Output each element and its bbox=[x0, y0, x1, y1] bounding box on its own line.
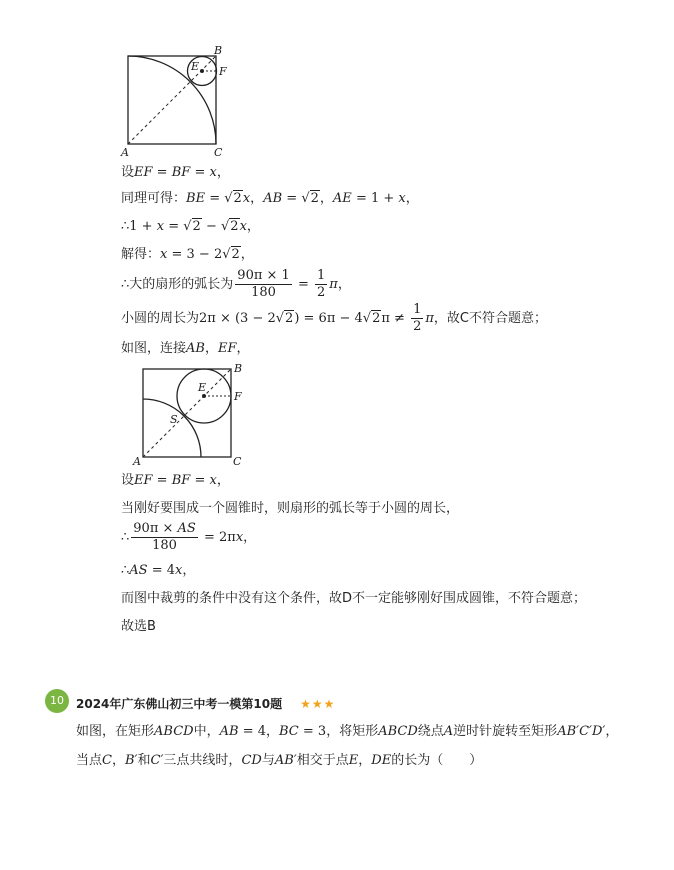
line-9: 当刚好要围成一个圆锥时，则扇形的弧长等于小圆的周长， bbox=[121, 501, 460, 516]
label-e: E bbox=[191, 60, 200, 73]
line-3: ∴1 + x = √2 − √2x， bbox=[121, 219, 260, 234]
label-f: F bbox=[234, 390, 242, 403]
question-title-text: 2024年广东佛山初三中考一模第10题 bbox=[76, 697, 283, 711]
label-c: C bbox=[233, 455, 242, 468]
figure-1 bbox=[118, 42, 238, 160]
figure-2 bbox=[130, 360, 250, 470]
line-11: ∴AS = 4x， bbox=[121, 563, 196, 578]
label-b: B bbox=[234, 362, 243, 375]
label-s: S bbox=[170, 413, 178, 426]
question-title bbox=[76, 695, 335, 712]
line-12: 而图中裁剪的条件中没有这个条件，故D不一定能够刚好围成圆锥，不符合题意； bbox=[121, 591, 587, 606]
label-c: C bbox=[214, 146, 223, 159]
line-4: 解得：x = 3 − 2√2， bbox=[121, 247, 254, 262]
line-1: 设EF = BF = x， bbox=[121, 165, 230, 180]
question-line-1: 如图，在矩形ABCD中，AB = 4，BC = 3，将矩形ABCD绕点A逆时针旋转至矩形AB′C′D′， bbox=[76, 724, 619, 739]
question-line-2: 当点C，B′和C′三点共线时，CD与AB′相交于点E，DE的长为（ ） bbox=[76, 753, 483, 768]
point-e bbox=[200, 69, 204, 73]
difficulty-stars: ★★★ bbox=[300, 697, 336, 711]
label-a: A bbox=[133, 455, 141, 468]
line-7: 如图，连接AB，EF， bbox=[121, 341, 250, 356]
line-13: 故选B bbox=[121, 619, 156, 634]
label-a: A bbox=[121, 146, 129, 159]
line-2: 同理可得：BE = √2x，AB = √2，AE = 1 + x， bbox=[121, 191, 419, 206]
line-8: 设EF = BF = x， bbox=[121, 473, 230, 488]
label-b: B bbox=[214, 44, 223, 57]
diagonal-ab bbox=[143, 369, 231, 457]
point-e bbox=[202, 394, 206, 398]
question-number-badge: 10 bbox=[45, 689, 69, 713]
line-10: ∴ $\frac{90\pi \times AS}{180}$ = 2πx， bbox=[121, 521, 257, 553]
line-5: ∴大的扇形的弧长为 $\frac{90\pi \times 1}{180}$ = $\frac{1}{2}$ π， bbox=[121, 268, 351, 300]
line-6: 小圆的周长为2π × (3 − 2√2) = 6π − 4√2π ≠ $\frac{1}{2}$ π，故C不符合题意； bbox=[121, 302, 547, 334]
label-e: E bbox=[198, 381, 207, 394]
label-f: F bbox=[219, 65, 227, 78]
